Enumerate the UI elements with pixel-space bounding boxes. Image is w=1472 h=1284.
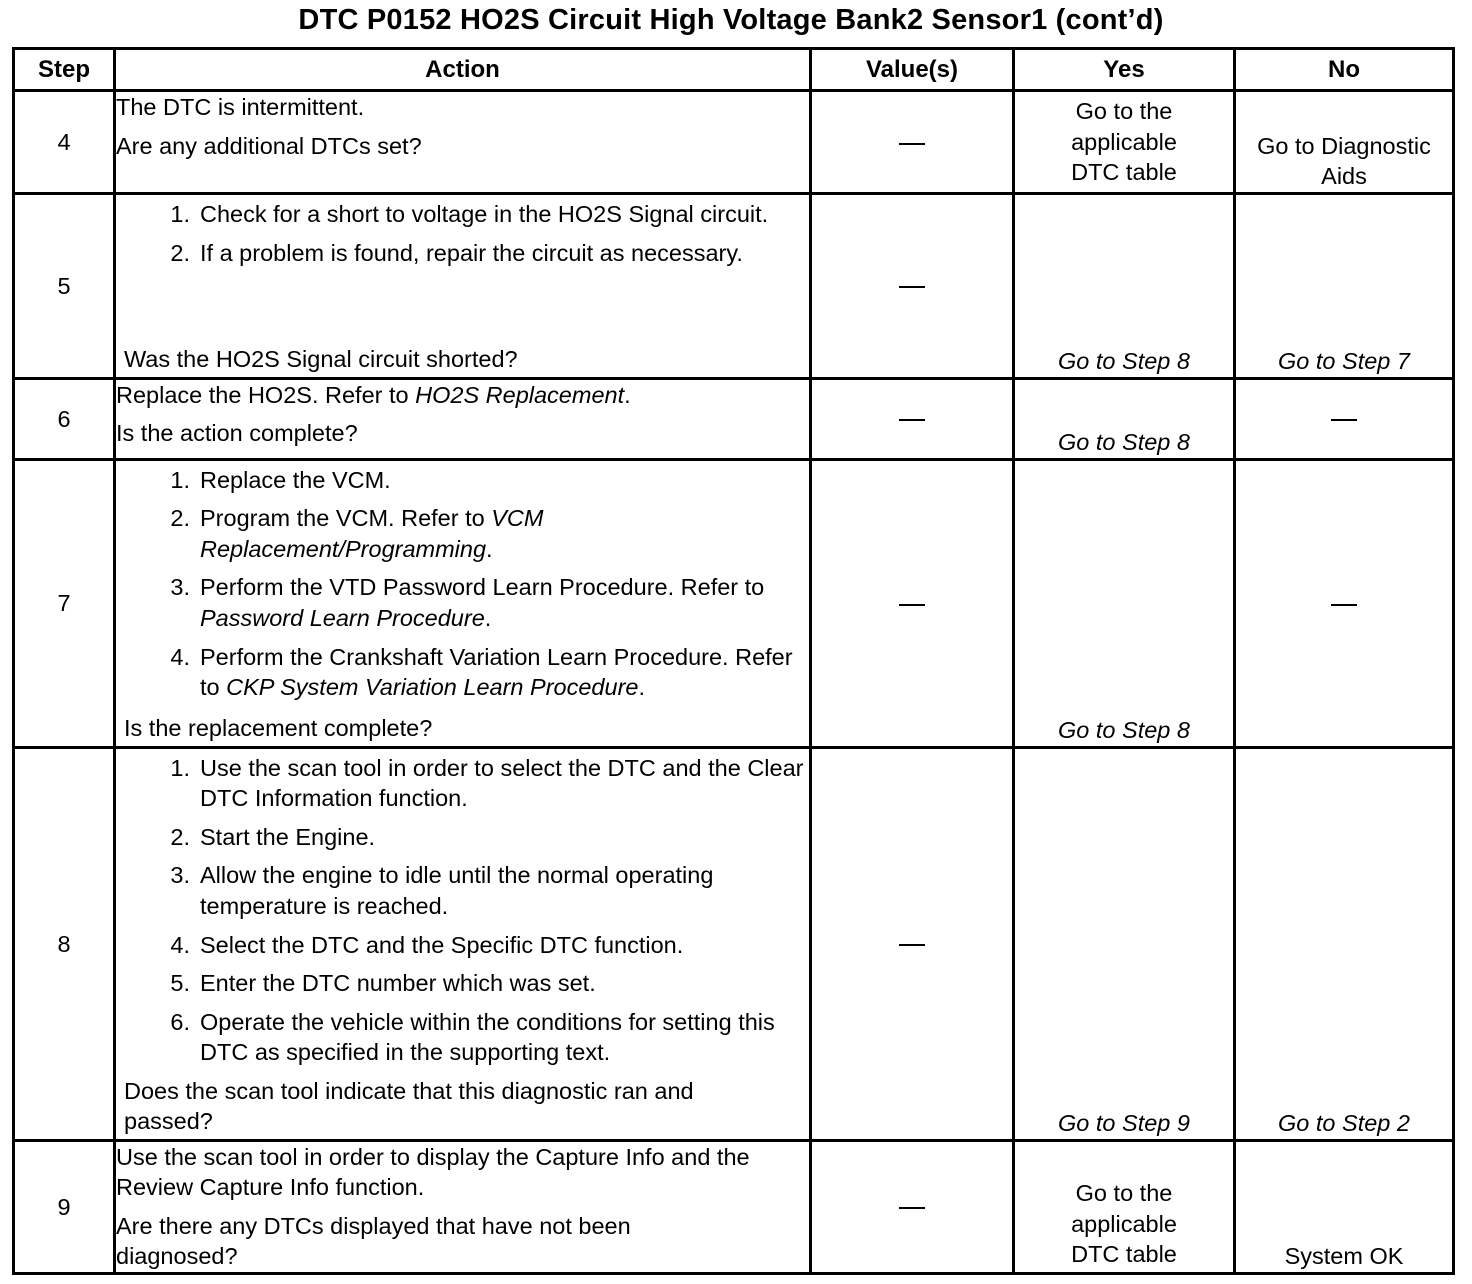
dash-mark: [899, 1207, 925, 1209]
action-cell: [115, 378, 811, 459]
dash-mark: [1331, 419, 1357, 421]
no-outcome: Go to Step 7: [1235, 194, 1454, 379]
value-cell: [811, 378, 1014, 459]
step-number: 9: [14, 1140, 115, 1273]
dash-mark: [899, 286, 925, 288]
action-cell: [115, 194, 811, 379]
action-cell: [115, 1140, 811, 1273]
header-action: Action: [115, 49, 811, 91]
step-number: 5: [14, 194, 115, 379]
action-question: Are there any DTCs displayed that have not been diagnosed?: [116, 1212, 631, 1270]
no-outcome: Go to Diagnostic Aids: [1235, 91, 1454, 194]
yes-outcome: Go to Step 8: [1014, 378, 1235, 459]
reference-link: CKP System Variation Learn Procedure: [226, 674, 639, 701]
list-item: 4. Select the DTC and the Specific DTC function.: [170, 931, 684, 958]
table-row-step-6: [14, 378, 1454, 459]
table-row-step-4: [14, 91, 1454, 194]
table-row-step-8: [14, 747, 1454, 1140]
table-row-step-9: [14, 1140, 1454, 1273]
header-row: [14, 49, 1454, 91]
dash-mark: [899, 604, 925, 606]
value-cell: [811, 91, 1014, 194]
dash-mark: [899, 419, 925, 421]
yes-outcome: Go to the applicable DTC table: [1014, 91, 1235, 194]
header-yes: Yes: [1014, 49, 1235, 91]
action-question: Was the HO2S Signal circuit shorted?: [124, 346, 518, 373]
reference-link: HO2S Replacement: [415, 381, 625, 408]
dash-mark: [899, 944, 925, 946]
no-outcome: [1235, 378, 1454, 459]
page-title: DTC P0152 HO2S Circuit High Voltage Bank2 Sensor1 (cont’d): [298, 4, 1164, 36]
list-item: 2. Program the VCM. Refer to VCM Replacement/Programming.: [170, 505, 544, 562]
list-item: 2. If a problem is found, repair the circuit as necessary.: [170, 239, 743, 266]
action-question: Is the action complete?: [116, 420, 358, 447]
action-cell: [115, 747, 811, 1140]
list-item: 1. Use the scan tool in order to select the DTC and the Clear DTC Information function.: [170, 754, 804, 812]
action-question: Is the replacement complete?: [124, 715, 433, 742]
list-item: 1. Check for a short to voltage in the HO2S Signal circuit.: [170, 201, 769, 227]
reference-link: VCM Replacement/Programming: [200, 505, 544, 562]
value-cell: [811, 459, 1014, 747]
yes-outcome: Go to the applicable DTC table: [1014, 1140, 1235, 1273]
value-cell: [811, 747, 1014, 1140]
yes-outcome: Go to Step 9: [1014, 747, 1235, 1140]
action-steps: [124, 753, 805, 1068]
diagnostic-table: [12, 47, 1455, 1275]
list-item: 1. Replace the VCM.: [170, 466, 391, 493]
step-number: 8: [14, 747, 115, 1140]
value-cell: [811, 194, 1014, 379]
action-cell: [115, 91, 811, 194]
value-cell: [811, 1140, 1014, 1273]
table-row-step-5: [14, 194, 1454, 379]
no-outcome: Go to Step 2: [1235, 747, 1454, 1140]
yes-outcome: Go to Step 8: [1014, 194, 1235, 379]
action-question: Does the scan tool indicate that this diagnostic ran and passed?: [124, 1077, 694, 1135]
action-text: Use the scan tool in order to display the Capture Info and the Review Capture Info function.: [116, 1143, 750, 1201]
action-steps: [124, 199, 805, 276]
header-values: Value(s): [811, 49, 1014, 91]
list-item: 4. Perform the Crankshaft Variation Learn Procedure. Refer to CKP System Variation Learn Procedure.: [170, 643, 793, 701]
list-item: 5. Enter the DTC number which was set.: [170, 970, 596, 997]
step-number: 6: [14, 378, 115, 459]
header-step: Step: [14, 49, 115, 91]
table-row-step-7: [14, 459, 1454, 747]
action-question: Are any additional DTCs set?: [116, 132, 422, 159]
list-item: 3. Perform the VTD Password Learn Procedure. Refer to Password Learn Procedure.: [170, 574, 765, 631]
action-steps: [124, 465, 805, 703]
action-text: The DTC is intermittent.: [116, 94, 365, 120]
step-number: 4: [14, 91, 115, 194]
yes-outcome: Go to Step 8: [1014, 459, 1235, 747]
step-number: 7: [14, 459, 115, 747]
action-text: Replace the HO2S. Refer to HO2S Replacement.: [116, 381, 631, 408]
dash-mark: [899, 143, 925, 145]
list-item: 2. Start the Engine.: [170, 823, 376, 850]
dash-mark: [1331, 604, 1357, 606]
list-item: 3. Allow the engine to idle until the normal operating temperature is reached.: [170, 862, 714, 919]
action-cell: [115, 459, 811, 747]
list-item: 6. Operate the vehicle within the conditions for setting this DTC as specified in the supporting text.: [170, 1008, 775, 1066]
no-outcome: [1235, 459, 1454, 747]
no-outcome: System OK: [1235, 1140, 1454, 1273]
reference-link: Password Learn Procedure: [200, 605, 485, 631]
header-no: No: [1235, 49, 1454, 91]
